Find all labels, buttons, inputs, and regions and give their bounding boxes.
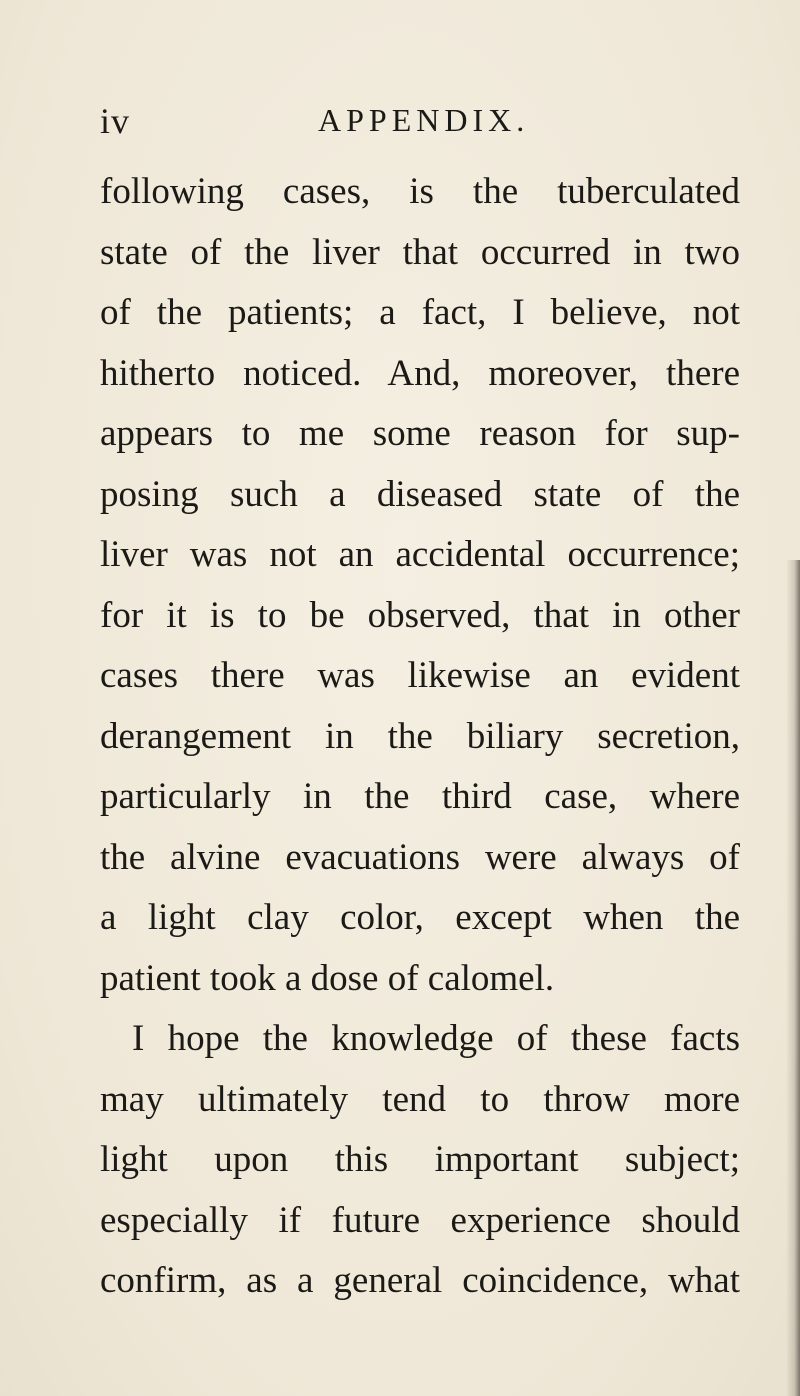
text-line: may ultimately tend to throw more [100, 1078, 740, 1120]
text-line: particularly in the third case, where [100, 776, 740, 817]
text-line: following cases, is the tuberculated [100, 171, 740, 212]
page-edge-shadow [786, 560, 800, 1396]
text-line: light upon this important subject; [100, 1139, 740, 1180]
text-line: a light clay color, except when the [100, 897, 740, 938]
text-line: for it is to be observed, that in other [100, 594, 740, 636]
text-line: the alvine evacuations were always of [100, 836, 740, 878]
paragraph-start-line: I hope the knowledge of these facts [132, 1018, 740, 1059]
page-header [100, 100, 740, 150]
text-line: state of the liver that occurred in two [100, 231, 740, 273]
text-line: appears to me some reason for sup- [100, 413, 740, 454]
text-line: derangement in the biliary secretion, [100, 715, 740, 757]
text-line: confirm, as a general coincidence, what [100, 1260, 740, 1301]
running-head: APPENDIX. [318, 102, 530, 138]
text-line: hitherto noticed. And, moreover, there [100, 352, 740, 394]
text-line: cases there was likewise an evident [100, 655, 740, 696]
text-line: of the patients; a fact, I believe, not [100, 292, 740, 333]
paragraph-end-line: patient took a dose of calomel. [100, 957, 555, 999]
body-text [100, 162, 740, 1312]
text-line: posing such a diseased state of the [100, 473, 740, 515]
text-line: especially if future experience should [100, 1199, 740, 1241]
text-line: liver was not an accidental occurrence; [100, 534, 740, 575]
page-number: iv [100, 101, 131, 141]
